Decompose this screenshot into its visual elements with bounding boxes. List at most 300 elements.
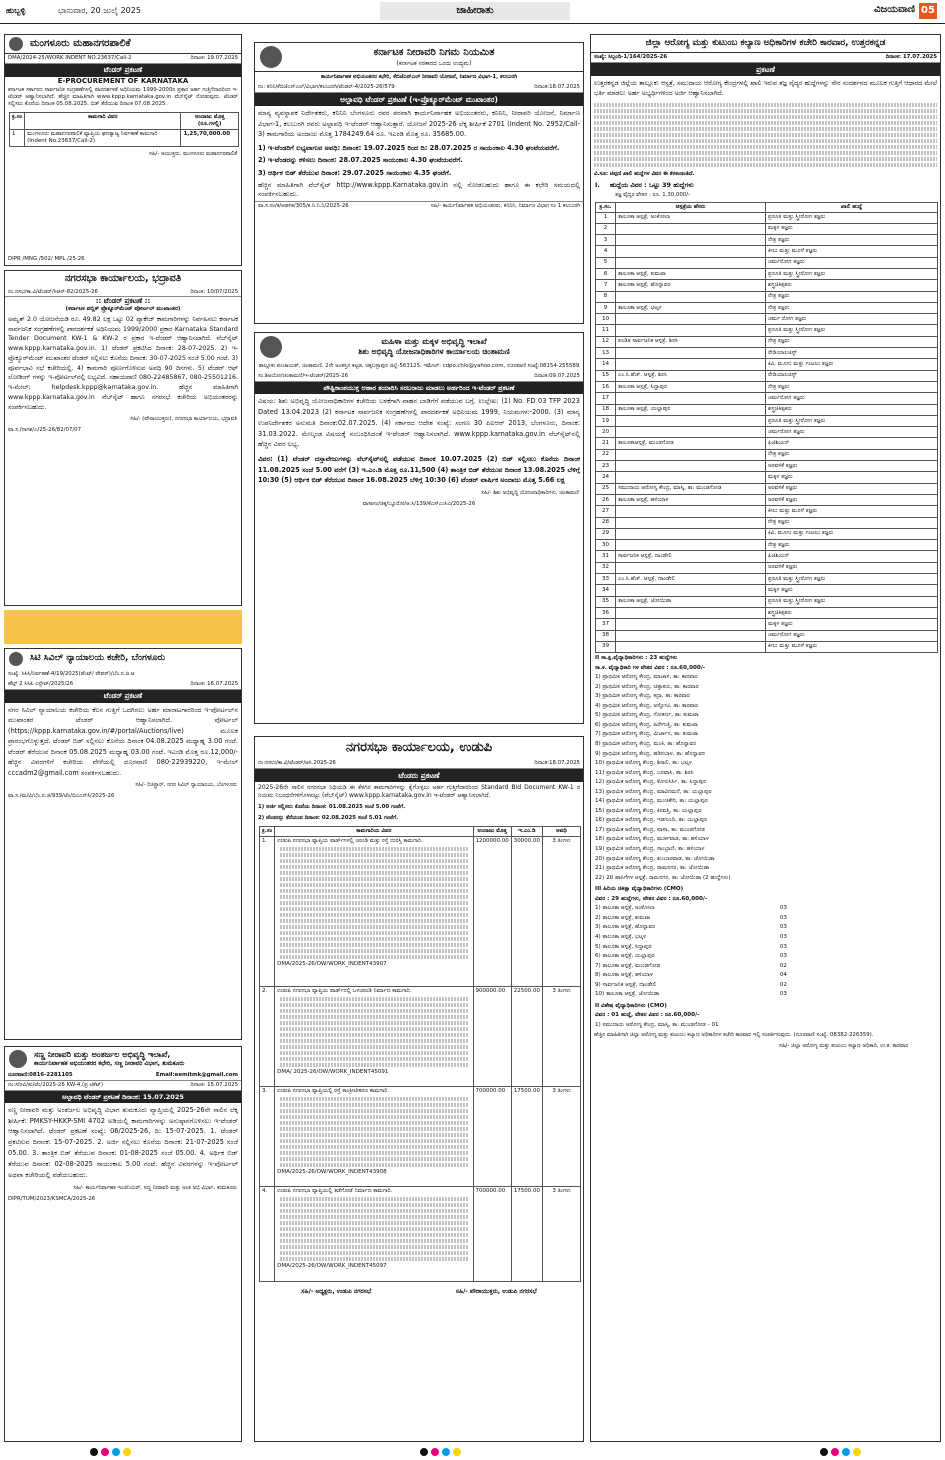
table-row (596, 562, 938, 573)
registration-mark (112, 1448, 120, 1456)
registration-mark (123, 1448, 131, 1456)
table-row (596, 438, 938, 449)
list-item: 19) ಪ್ರಾಥಮಿಕ ಆರೋಗ್ಯ ಕೇಂದ್ರ, ಸಾಂಬ್ರಾಣಿ, ತಾ: ಹಳಿಯಾಳ (595, 846, 705, 853)
row-number: 34 (596, 585, 616, 596)
table-row (596, 427, 938, 438)
row-number: 12 (596, 336, 616, 347)
section-title: ಹುದ್ದೆಯ ವಿವರ : ಒಟ್ಟು 39 ಹುದ್ದೆಗಳು (609, 180, 694, 189)
notice-heading: ಅಲ್ಪಾವಧಿ ಟೆಂಡರ್ ಪ್ರಕಟಣೆ (ಇ-ಪ್ರೊಕ್ಯೂರ್‌ಮೆಂಟ್ ಮುಖಾಂತರ) (255, 93, 583, 106)
hospital-name (616, 562, 766, 573)
post-name: ಚರ್ಮರೋಗ ತಜ್ಞರು (766, 257, 938, 268)
row-number: 16 (596, 381, 616, 392)
salary-line: ತಜ್ಞ ವೈದ್ಯರ ವೇತನ : ರೂ. 1,30,000/- (615, 191, 690, 198)
table-row (596, 461, 938, 472)
list-item: 4) ಪ್ರಾಥಮಿಕ ಆರೋಗ್ಯ ಕೇಂದ್ರ, ಅಸ್ನೋಟಿ, ತಾ: ಕಾರವಾರ (595, 702, 699, 709)
hospital-name: 7) ತಾಲೂಕಾ ಆಸ್ಪತ್ರೆ, ಮುಂಡಗೋಡ (595, 962, 661, 969)
table-row (596, 619, 938, 630)
post-name: ಕೀಲು ಮತ್ತು ಮೂಳೆ ತಜ್ಞರು (766, 246, 938, 257)
ad-udupi (254, 736, 584, 1442)
dipr-code: DIPR /MNG /502/ MPL /25-26 (8, 255, 85, 262)
hospital-name (616, 257, 766, 268)
notice-body: ಉತ್ತರಕನ್ನಡ ಜಿಲ್ಲೆಯ ತಾಲ್ಲೂಕು ಆಸ್ಪತ್ರೆ, ಸಮುದಾಯ ಆರೋಗ್ಯ ಕೇಂದ್ರಗಳಲ್ಲಿ ಖಾಲಿ ಇರುವ ತಜ್ಞ ವೈದ್ಯರ ಹುದ್ದೆಗಳನ್ನು ನೇರ ಸಂದರ್ಶನದ ಮೂಲಕ ಗುತ್ತಿಗೆ ಆಧಾರದ ಮೇಲೆ ಭರ್ತಿ ಮಾಡಲು ಅರ್ಹ ಅಭ್ಯರ್ಥಿಗಳಿಂದ ಅರ್ಜಿ ಆಹ್ವಾನಿಸಲಾಗಿದೆ. (594, 79, 937, 98)
work-code: DMA/2025-26/OW/WORK_INDENT43908 (277, 1168, 387, 1175)
ref-number: ಸಂಖ್ಯೆ: ಸಿಸಿಸಿ/ನಿರ್ವಹಣೆ-4/19/2025(ಡೆಂಟ್/ ಪೇಪರ್)/ಬೆಂ.ನ.ಜಿ.ಆ (8, 671, 135, 677)
col-amount: ಅಂದಾಜು ಮೊತ್ತ (ರೂ.ಗಳಲ್ಲಿ) (181, 113, 239, 130)
table-row (596, 483, 938, 494)
list-item: 8) ಪ್ರಾಥಮಿಕ ಆರೋಗ್ಯ ಕೇಂದ್ರ, ಮಂಕಿ, ತಾ: ಹೊನ್ನಾವರ (595, 741, 697, 748)
post-name: ನೇತ್ರ ತಜ್ಞರು (766, 381, 938, 392)
post-name: ಪ್ರಸೂತಿ ಮತ್ತು ಸ್ತ್ರೀರೋಗ ತಜ್ಞರು (766, 325, 938, 336)
work-code: DMA/ 2025-26/OW/WORK_INDENT45091 (277, 1068, 389, 1075)
section-2-title: II ಸಾ.ಕ್ಷ.ವೈದ್ಯಾಧಿಕಾರಿಗಳು : 23 ಹುದ್ದೆಗಳು (595, 655, 678, 662)
table-row (596, 257, 938, 268)
list-item: 3) ಪ್ರಾಥಮಿಕ ಆರೋಗ್ಯ ಕೇಂದ್ರ, ಕದ್ರಾ, ತಾ: ಕಾರವಾರ (595, 693, 690, 700)
table-row (596, 404, 938, 415)
row-number: 21 (596, 438, 616, 449)
hospital-name: ಸಾರ್ವಜನಿಕ ಆಸ್ಪತ್ರೆ, ದಾಂಡೇಲಿ (616, 551, 766, 562)
hospital-name: 9) ಸಾರ್ವಜನಿಕ ಆಸ್ಪತ್ರೆ, ದಾಂಡೇಲಿ (595, 981, 657, 988)
table-row (596, 630, 938, 641)
date-2: 2) ಇ-ಟೆಂಡರನ್ನು ಕಳಿಸಲು ದಿನಾಂಕ: 28.07.2025 ಸಾಯಂಕಾಲ 4.30 ಘಂಟೆಯವರೆಗೆ. (258, 156, 463, 165)
col-desc: ಕಾಮಗಾರಿ ವಿವರ (25, 113, 181, 130)
registration-mark (101, 1448, 109, 1456)
post-name: ಚರ್ಮರೋಗ ತಜ್ಞರು (766, 427, 938, 438)
notice-body: ನಗರ ಸಿವಿಲ್ ನ್ಯಾಯಾಲಯ ಕಚೇರಿಯ ಕೆಲಸ ಗುತ್ತಿಗೆ ಒದಗಿಸಲು ಅರ್ಹ ಮಾರಾಟಗಾರರಿಂದ ಇ-ಪೋರ್ಟಲ್‌ನ ಮುಖಾಂತರ ಟೆಂಡರ್ ಆಹ್ವಾನಿಸಲಾಗಿದೆ. ಪೋರ್ಟಲ್ (https://kppp.karnataka.gov.in/#/portal/Auctions/live) ಮೂಲಕ ಪ್ರಾರಂಭಗೊಳ್ಳುತ್ತದೆ. ಟೆಂಡರ್ ಬಿಡ್ ಸಲ್ಲಿಸಲು ಕೊನೆಯ ದಿನಾಂಕ 04.08.2025 ಮಧ್ಯಾಹ್ನ 3.00 ಗಂಟೆ. ಟೆಂಡರ್ ತೆರೆಯುವ ದಿನಾಂಕ 05.08.2025 ಮಧ್ಯಾಹ್ನ 03.00 ಗಂಟೆ. ಇಎಂಡಿ ಮೊತ್ತ ರೂ.12,000/- ಹೆಚ್ಚಿನ ವಿವರಗಳಿಗೆ ಕಚೇರಿಯ ವೇಳೆಯಲ್ಲಿ ದೂರವಾಣಿ 080-22939220, ಇ-ಮೇಲ್ cccadm2@gmail.com ಸಂಪರ್ಕಿಸಬಹುದು. (8, 705, 238, 777)
col-period: ಅವಧಿ (543, 827, 581, 837)
emblem-icon (9, 652, 23, 666)
hospital-name: ತಾಲೂಕಾ ಆಸ್ಪತ್ರೆ, ಕುಮಟಾ (616, 269, 766, 280)
section-2-salary: ಸಾ.ಕ. ವೈದ್ಯಾಧಿಕಾರಿ ಗಳ ವೇತನ ವಿವರ : ರೂ.60,000/- (595, 664, 706, 671)
ref-date: ದಿನಾಂಕ: 16.07.2025 (190, 681, 238, 688)
post-name: ಶಸ್ತ್ರಚಿಕಿತ್ಸಕರು (766, 404, 938, 415)
email: Email:eemitmk@gmail.com (155, 1072, 238, 1078)
post-name: ರೇಡಿಯಾಲಜಿಸ್ಟ್ (766, 348, 938, 359)
row-number: 9 (596, 302, 616, 313)
page-number: 05 (919, 3, 937, 19)
list-item: 22) 20 ಹಾಸಿಗೆಗಳ ಆಸ್ಪತ್ರೆ, ರಾಮನಗರ, ತಾ: ಜೋಯಿಡಾ (2 ಹುದ್ದೆಗಳು) (595, 874, 731, 881)
post-name: ಪ್ರಸೂತಿ ಮತ್ತು ಸ್ತ್ರೀರೋಗ ತಜ್ಞರು (766, 574, 938, 585)
date-details: ವಿವರ: (1) ಟೆಂಡರ್ ದಸ್ತಾವೇಜುಗಳನ್ನು ವೆಬ್‌ಸೈಟ್‌ನಲ್ಲಿ ಪಡೆಯುವ ದಿನಾಂಕ 10.07.2025 (2) ಬಿಡ್ ಸಲ್ಲಿಸಲು ಕೊನೆಯ ದಿನಾಂಕ 11.08.2025 ಸಂಜೆ 5.00 ವರೆಗೆ (3) ಇ.ಎಂ.ಡಿ ಮೊತ್ತ ರೂ.11,500 (4) ತಾಂತ್ರಿಕ ಬಿಡ್ ತೆರೆಯುವ ದಿನಾಂಕ 13.08.2025 ಬೆಳಿಗ್ಗೆ 10:30 (5) ಆರ್ಥಿಕ ಬಿಡ್ ತೆರೆಯುವ ದಿನಾಂಕ 16.08.2025 ಬೆಳಿಗ್ಗೆ 10:30 (6) ಟೆಂಡರ್ ವಾರ್ಷಿಕ ಅಂದಾಜು ಮೊತ್ತ 5.66 ಲಕ್ಷ (258, 455, 580, 485)
list-item: 17) ಪ್ರಾಥಮಿಕ ಆರೋಗ್ಯ ಕೇಂದ್ರ, ಪಾಳಾ, ತಾ: ಮುಂಡಗೋಡ (595, 826, 705, 833)
signature: ಸಹಿ/- ಶಿಶು ಅಭಿವೃದ್ಧಿ ಯೋಜನಾಧಿಕಾರಿಗಳು, ಚಿಂತಾಮಣಿ (481, 489, 579, 496)
office-name: ಕಾರ್ಯನಿರ್ವಾಹಕ ಅಭಿಯಂತರರ ಕಛೇರಿ, ಕೆಬಿಜೆಎನ್‌ಎಲ್ ನೀರಾವರಿ ಯೋಜನೆ, ನಿರ್ಮಾಣ ವಿಭಾಗ-1, ಕಲಬುರಗಿ (255, 71, 583, 83)
hospital-name: 8) ತಾಲೂಕಾ ಆಸ್ಪತ್ರೆ, ಹಳಿಯಾಳ (595, 972, 653, 979)
post-name: ಚರ್ಮ ರೋಗ ತಜ್ಞರು (766, 314, 938, 325)
ref-date: ದಿನಾಂಕ:18.07.2025 (534, 760, 580, 767)
table-row (596, 291, 938, 302)
list-item: 7) ಪ್ರಾಥಮಿಕ ಆರೋಗ್ಯ ಕೇಂದ್ರ, ಮಿರ್ಜಾನ, ತಾ: ಕುಮಟಾ (595, 731, 698, 738)
ref-date: ದಿನಾಂಕ: 15.07.2025 (190, 1081, 238, 1088)
section-2-list (591, 673, 940, 883)
registration-mark (442, 1448, 450, 1456)
table-row (596, 370, 938, 381)
dipr-code: ವಾ.ಸ./ಮ/ವಿ/ಬೆಂ.ನ.ಜಿ/939/ಟೆಂ/ಬಿಎಎನ್‌ಸಿ/2025-26 (8, 793, 115, 800)
ref-number: ಸಂ.ಶಿಅಯೋ/ಚಿಂತಾಮಣಿ/ಇ-ಟೆಂಡರ್/2025-26 (258, 373, 349, 380)
table-row (596, 472, 938, 483)
ad-district-health (590, 34, 941, 1442)
table-row (596, 393, 938, 404)
table-row (596, 506, 938, 517)
ad-subtitle: (ಕರ್ನಾಟಕ ಸರಕಾರದ ಒಂದು ಉದ್ಯಮ) (396, 59, 472, 67)
post-count: 03 (779, 933, 787, 940)
section-3-title: III ಹಿರಿಯ ಚಿಕಿತ್ಸಾ ವೈದ್ಯಾಧಿಕಾರಿಗಳು (CMO) (595, 886, 684, 893)
row-number: 29 (596, 528, 616, 539)
row-number: 35 (596, 596, 616, 607)
hospital-name (616, 415, 766, 426)
hospital-name: 3) ತಾಲೂಕಾ ಆಸ್ಪತ್ರೆ, ಹೊನ್ನಾವರ (595, 924, 656, 931)
hospital-name: ತಾಲೂಕಾ ಆಸ್ಪತ್ರೆ, ಭಟ್ಕಳ (616, 302, 766, 313)
table-row (596, 269, 938, 280)
table-row (596, 381, 938, 392)
hospital-name (616, 472, 766, 483)
hospital-name: ತಾಲೂಕಾ ಆಸ್ಪತ್ರೆ, ಯಲ್ಲಾಪುರ (616, 404, 766, 415)
registration-mark (842, 1448, 850, 1456)
notice-body: ಕರ್ನಾಟಕ ಸರ್ಕಾರದ ಸಾರ್ವಜನಿಕ ಸಂಗ್ರಹಣೆಗಳಲ್ಲಿ ಪಾರದರ್ಶಕತೆ ಅಧಿನಿಯಮ 1999-2000ರ ಪ್ರಕಾರ ಅರ್ಹ ಗುತ್ತಿಗೆದಾರರಿಂದ ಇ-ಟೆಂಡರ್ ಆಹ್ವಾನಿಸಲಾಗಿದೆ. ಹೆಚ್ಚಿನ ಮಾಹಿತಿಗಾಗಿ www.kppp.karnataka.gov.in ವೆಬ್‌ಸೈಟ್ ನೋಡುವುದು. ಟೆಂಡರ್ ಸಲ್ಲಿಸಲು ಕೊನೆಯ ದಿನಾಂಕ 05.08.2025. ಬಿಡ್ ತೆರೆಯುವ ದಿನಾಂಕ 07.08.2025. (8, 87, 238, 108)
date-3: 3) ಆರ್ಥಿಕ ಬಿಡ್ ತೆರೆಯುವ ದಿನಾಂಕ: 29.07.2025 ಸಾಯಂಕಾಲ 4.35 ಘಂಟೆಗೆ. (258, 168, 452, 177)
edition-date: ಭಾನುವಾರ, 20 ಜುಲೈ 2025 (58, 6, 141, 15)
post-count: 03 (779, 914, 787, 921)
post-count: 02 (779, 981, 787, 988)
row-number: 15 (596, 370, 616, 381)
notice-heading: ಟೆಂಡರು ಪ್ರಕಟಣೆ (255, 769, 583, 782)
list-item (591, 990, 791, 1000)
post-count: 03 (779, 991, 787, 998)
table-row (596, 449, 938, 460)
date-1: 1) ಇ-ಟೆಂಡರಿಗೆ ಲಭ್ಯವಾಗುವ ಅವಧಿ: ದಿನಾಂಕ: 19.07.2025 ರಿಂದ ದಿ: 28.07.2025 ರ ಸಾಯಂಕಾಲ 4.30 ಘಂಟೆಯವರೆಗೆ. (258, 143, 560, 152)
row-number: 39 (596, 641, 616, 652)
hospital-name: ಪಂಡಿತ ಸಾರ್ವಜನಿಕ ಆಸ್ಪತ್ರೆ, ಶಿರಸಿ (616, 336, 766, 347)
col-hospital: ಆಸ್ಪತ್ರೆಯ ಹೆಸರು (616, 202, 766, 212)
ad-irrigation-corp (254, 42, 584, 324)
section-4-item: 1) ಸಮುದಾಯ ಆರೋಗ್ಯ ಕೇಂದ್ರ, ಮಾಸ್ಕಿ, ತಾ: ಮುಂಡಗೋಡ - 01 (595, 1021, 719, 1028)
list-item (591, 962, 791, 972)
list-item: 5) ಪ್ರಾಥಮಿಕ ಆರೋಗ್ಯ ಕೇಂದ್ರ, ಗೋಕರ್ಣ, ತಾ: ಕುಮಟಾ (595, 712, 699, 719)
list-item: 13) ಪ್ರಾಥಮಿಕ ಆರೋಗ್ಯ ಕೇಂದ್ರ, ಮಾವಿನಮನೆ, ತಾ: ಯಲ್ಲಾಪುರ (595, 788, 712, 795)
table-row (596, 596, 938, 607)
hospital-name: 4) ತಾಲೂಕಾ ಆಸ್ಪತ್ರೆ, ಭಟ್ಕಳ (595, 933, 647, 940)
row-number: 32 (596, 562, 616, 573)
hospital-name: 5) ತಾಲೂಕಾ ಆಸ್ಪತ್ರೆ, ಸಿದ್ದಾಪುರ (595, 943, 652, 950)
post-count: 03 (779, 953, 787, 960)
post-name: ನೇತ್ರ ತಜ್ಞರು (766, 235, 938, 246)
ref-date: ದಿನಾಂಕ:18.07.2025 (534, 84, 580, 91)
hospital-name: ತಾಲೂಕಾಆಸ್ಪತ್ರೆ, ಮುಂಡಗೋಡ (616, 438, 766, 449)
hospital-name (616, 607, 766, 618)
post-name: ಕಿವಿ, ಮೂಗು ಮತ್ತು ಗಂಟಲು ತಜ್ಞರು (766, 359, 938, 370)
list-item (591, 923, 791, 933)
emblem-icon (9, 37, 23, 51)
hospital-name (616, 641, 766, 652)
ad-civil-court (4, 648, 242, 1040)
ad-title: ಸಿಟಿ ಸಿವಿಲ್ ನ್ಯಾಯಾಲಯ ಕಚೇರಿ, ಬೆಂಗಳೂರು (30, 653, 166, 664)
notice-body: 2025-26ನೇ ಸಾಲಿನ ನಗರಸಭಾ ನಿಧಿಯಡಿ ಈ ಕೆಳಗಿನ ಕಾಮಗಾರಿಗಳನ್ನು ಕೈಗೊಳ್ಳಲು ಅರ್ಹ ಗುತ್ತಿಗೆದಾರರಿಂದ Standard Bid Document KW-1 ರ ನಿಯಮ ನಿಬಂಧನೆಗಳಿಗೊಳಪಟ್ಟು (ವೆಬ್‌ಸೈಟ್) www.kppp.karnataka.gov.in ಇ-ಟೆಂಡರ್ ಆಹ್ವಾನಿಸಲಾಗಿದೆ. (258, 784, 580, 800)
registration-mark (853, 1448, 861, 1456)
hospital-name (616, 291, 766, 302)
table-row (596, 235, 938, 246)
table-row (596, 348, 938, 359)
post-count: 02 (779, 962, 787, 969)
brand-name: ವಿಜಯವಾಣಿ (874, 4, 915, 15)
ref-date: ದಿನಾಂಕ:09.07.2025 (534, 373, 580, 380)
post-name: ಅರವಳಿಕೆ ತಜ್ಞರು (766, 494, 938, 505)
section-4-salary: ವಿವರ : 01 ಹುದ್ದೆ, ವೇತನ ವಿವರ : ರೂ.60,000/- (595, 1012, 700, 1019)
table-row: 1. ಉಡುಪಿ ನಗರಸಭಾ ವ್ಯಾಪ್ತಿಯ ವಾರ್ಡ್‌ಗಳಲ್ಲಿ ಚರಂಡಿ ಮತ್ತು ರಸ್ತೆ ದುರಸ್ತಿ ಕಾಮಗಾರಿ. DMA/2025-26/OW/WORK_INDENT43907 1200000.00 30000.00 3 ತಿಂಗಳು (260, 836, 581, 986)
emblem-icon (260, 46, 282, 68)
edition-place: ಹುಬ್ಬಳ್ಳಿ (6, 6, 26, 15)
notice-heading: ಟೆಂಡರ್ ಪ್ರಕಟಣೆ (5, 64, 241, 77)
hospital-name (616, 235, 766, 246)
ad-title: ನಗರಸಭಾ ಕಾರ್ಯಾಲಯ, ಉಡುಪಿ (345, 740, 493, 755)
work-desc: ಉಡುಪಿ ನಗರಸಭಾ ವ್ಯಾಪ್ತಿಯಲ್ಲಿ ತಡೆಗೋಡೆ ನಿರ್ಮಾಣ ಕಾಮಗಾರಿ. (277, 1187, 393, 1194)
dipr-code: DIPR/TUM/2023/KSMCA/2025-26 (8, 1195, 96, 1202)
row-number: 37 (596, 619, 616, 630)
hospital-name (616, 517, 766, 528)
hospital-name: ತಾಲೂಕಾ ಆಸ್ಪತ್ರೆ, ಅಂಕೋಲಾ (616, 212, 766, 223)
work-code: DMA/2025-26/OW/WORK_INDENT43907 (277, 960, 387, 967)
notice-body: ಮಾನ್ಯ ವ್ಯವಸ್ಥಾಪಕ ನಿರ್ದೇಶಕರು, ಕನಿನಿನಿ ಬೆಂಗಳೂರು ರವರ ಪರವಾಗಿ ಕಾರ್ಯನಿರ್ವಾಹಕ ಅಭಿಯಂತರರು, ಕನಿನಿನಿ, ನೀರಾವರಿ ಯೋಜನೆ, ನಿರ್ಮಾಣ ವಿಭಾಗ-1, ಕಲಬುರಗಿ ರವರು ಅಲ್ಪಾವಧಿ ಇ-ಟೆಂಡರ್ ಆಹ್ವಾನಿಸುತ್ತಾರೆ. ಯೋಜನೆ 2025-26 ಲೆಕ್ಕ ಶೀರ್ಷಿಕೆ 2701 (Indent No. 2952/Call-3) ಕಾಮಗಾರಿಯ ಅಂದಾಜು ಮೊತ್ತ 1784249.64 ರೂ. ಇಎಂಡಿ ಮೊತ್ತ ರೂ. 35685.00. (258, 109, 580, 139)
post-name: ಶಸ್ತ್ರಚಿಕಿತ್ಸಕರು (766, 607, 938, 618)
post-name: ಮಕ್ಕಳ ತಜ್ಞರು (766, 585, 938, 596)
hospital-name: ಎಂ.ಸಿ.ಹೆಚ್. ಆಸ್ಪತ್ರೆ, ಶಿರಸಿ (616, 370, 766, 381)
section-3-list (591, 904, 940, 999)
print-color-marks-center (420, 1448, 461, 1456)
registration-mark (420, 1448, 428, 1456)
ad-mangaluru (4, 34, 242, 266)
hospital-name (616, 348, 766, 359)
row-number: 7 (596, 280, 616, 291)
row-number: 18 (596, 404, 616, 415)
hospital-name (616, 359, 766, 370)
section-number: I. (595, 180, 600, 189)
date-2: 2) ಟೆಂಡರನ್ನು ತೆರೆಯುವ ದಿನಾಂಕ: 02.08.2025 ಸಂಜೆ 5.01 ಗಂಟೆಗೆ. (258, 814, 399, 821)
post-name: ಮಕ್ಕಳ ತಜ್ಞರು (766, 619, 938, 630)
table-row (596, 415, 938, 426)
registration-mark (453, 1448, 461, 1456)
notice-heading: ಅಲ್ಪಾವಧಿ ಟೆಂಡರ್ ಪ್ರಕಟಣೆ ದಿನಾಂಕ: 15.07.2025 (5, 1091, 241, 1103)
table-row (596, 325, 938, 336)
emblem-icon (260, 336, 282, 358)
row-number: 26 (596, 494, 616, 505)
hospital-name: ಎಂ.ಸಿ.ಹೆಚ್. ಆಸ್ಪತ್ರೆ, ದಾಂಡೇಲಿ (616, 574, 766, 585)
row-number: 3 (596, 235, 616, 246)
hospital-name (616, 314, 766, 325)
post-name: ನೇತ್ರ ತಜ್ಞರು (766, 449, 938, 460)
col-no: ಕ್ರ.ಸಂ (260, 827, 275, 837)
row-number: 31 (596, 551, 616, 562)
hospital-name (616, 506, 766, 517)
registration-mark (431, 1448, 439, 1456)
list-item (591, 914, 791, 924)
list-item: 16) ಪ್ರಾಥಮಿಕ ಆರೋಗ್ಯ ಕೇಂದ್ರ, ಇಡಗುಂದಿ, ತಾ: ಯಲ್ಲಾಪುರ (595, 817, 708, 824)
list-item: 10) ಪ್ರಾಥಮಿಕ ಆರೋಗ್ಯ ಕೇಂದ್ರ, ಶಿರಾಲಿ, ತಾ: ಭಟ್ಕಳ (595, 760, 692, 767)
row-number: 4 (596, 246, 616, 257)
ref-number: ನಂ.ನಸಭ/ಕಾ.ವಿ/ಟೆಂಡರ್/ಸಿಆರ್-82/2025-26 (8, 288, 98, 295)
table-row: 4. ಉಡುಪಿ ನಗರಸಭಾ ವ್ಯಾಪ್ತಿಯಲ್ಲಿ ತಡೆಗೋಡೆ ನಿರ್ಮಾಣ ಕಾಮಗಾರಿ. DMA/2025-26/OW/WORK_INDENT45097 700000.00 17500.00 3 ತಿಂಗಳು (260, 1186, 581, 1281)
list-item: 20) ಪ್ರಾಥಮಿಕ ಆರೋಗ್ಯ ಕೇಂದ್ರ, ಕುಂಬಾರವಾಡ, ತಾ: ಜೋಯಿಡಾ (595, 855, 715, 862)
dipr-code: ವಾಸಾಸಂ/ಚಿಕ್ಕ/ಬ್ಯೂರೋ/ಆ.ಸಿ/139/ಕೆಎಸ್‌ಎಂಸಿಎ/2025-26 (362, 500, 476, 507)
table-row (596, 528, 938, 539)
ad-title: ಕರ್ನಾಟಕ ನೀರಾವರಿ ನಿಗಮ ನಿಯಮಿತ (373, 47, 495, 58)
list-item: 2) ಪ್ರಾಥಮಿಕ ಆರೋಗ್ಯ ಕೇಂದ್ರ, ಚಿತ್ತಾಕುಲ, ತಾ: ಕಾರವಾರ (595, 683, 699, 690)
table-row (596, 574, 938, 585)
list-item: 11) ಪ್ರಾಥಮಿಕ ಆರೋಗ್ಯ ಕೇಂದ್ರ, ಬನವಾಸಿ, ತಾ: ಶಿರಸಿ (595, 769, 694, 776)
hospital-name: 10) ತಾಲೂಕಾ ಆಸ್ಪತ್ರೆ, ಜೋಯಿಡಾ (595, 991, 660, 998)
contact-note: ಹೆಚ್ಚಿನ ಮಾಹಿತಿಗಾಗಿ ಜಿಲ್ಲಾ ಆರೋಗ್ಯ ಮತ್ತು ಕುಟುಂಬ ಕಲ್ಯಾಣ ಅಧಿಕಾರಿಗಳ ಕಚೇರಿ ಕಾರವಾರ ಇಲ್ಲಿ ಸಂಪರ್ಕಿಸುವುದು. (ದೂರವಾಣಿ ಸಂಖ್ಯೆ: 08382-226359). (594, 1032, 874, 1039)
registration-mark (90, 1448, 98, 1456)
row-number: 36 (596, 607, 616, 618)
hospital-name (616, 619, 766, 630)
hospital-name (616, 528, 766, 539)
section-3-salary: ವಿವರ : 29 ಹುದ್ದೆಗಳು, ವೇತನ ವಿವರ : ರೂ.60,000/- (595, 895, 708, 902)
notice-body: ಸಣ್ಣ ನೀರಾವರಿ ಮತ್ತು ಅಂತರ್ಜಲ ಅಭಿವೃದ್ಧಿ ವಿಭಾಗ ತುಮಕೂರು ವ್ಯಾಪ್ತಿಯಲ್ಲಿ 2025-26ನೇ ಸಾಲಿನ ಲೆಕ್ಕ ಶೀರ್ಷಿಕೆ: PMKSY-HKKP-SMI 4702 ಅಡಿಯಲ್ಲಿ ಕಾಮಗಾರಿಗಳನ್ನು ಅನುಷ್ಠಾನಗೊಳಿಸಲು ಇ-ಟೆಂಡರ್ ಆಹ್ವಾನಿಸಲಾಗಿದೆ. ಟೆಂಡರ್ ಪ್ರಕಟಣೆ ಸಂಖ್ಯೆ: 06/2025-26, ದಿ: 15-07-2025. 1. ಟೆಂಡರ್ ಪ್ರಕಟಿಸುವ ದಿನಾಂಕ: 15-07-2025. 2. ಅರ್ಜಿ ಸಲ್ಲಿಸಲು ಕೊನೆಯ ದಿನಾಂಕ: 21-07-2025 ಸಂಜೆ 05.00. 3. ತಾಂತ್ರಿಕ ಬಿಡ್ ತೆರೆಯುವ ದಿನಾಂಕ: 01-08-2025 ಸಂಜೆ 05.00. 4. ಅರ್ಥಿಕ ಬಿಡ್ ತೆರೆಯುವ ದಿನಾಂಕ: 02-08-2025 ಸಾಯಂಕಾಲ 5.00 ಗಂಟೆ. ಹೆಚ್ಚಿನ ವಿವರಗಳನ್ನು ಇ-ಪೋರ್ಟಲ್ ಅಥವಾ ಕಚೇರಿಯಲ್ಲಿ ಪಡೆಯಬಹುದು. (8, 1105, 238, 1179)
section-4-title: II ವಿಶೇಷ ವೈದ್ಯಾಧಿಕಾರಿಗಳು (CMO) (595, 1002, 667, 1009)
list-item: 9) ಪ್ರಾಥಮಿಕ ಆರೋಗ್ಯ ಕೇಂದ್ರ, ಹಡಿನಬಾಳ, ತಾ: ಹೊನ್ನಾವರ (595, 750, 706, 757)
work-desc: ಉಡುಪಿ ನಗರಸಭಾ ವ್ಯಾಪ್ತಿಯಲ್ಲಿ ರಸ್ತೆ ಕಾಂಕ್ರೀಟೀಕರಣ ಕಾಮಗಾರಿ. (277, 1087, 390, 1094)
ref-number: ನಂ: ಕನಿನಿ/ಕೆಬಿಜೆಎನ್‌ಎಲ್/ವಿಭಾಗ/ಕಲಬುರಗಿ/ಟೆಂಡರ್-4/2025-26/579 (258, 84, 395, 91)
ref-number: ನಂ:ಸನೀವಿ/ತು/ಟೆಂ/2025-26 KW-4,(ಪ್ರ ಟಿಕೆಟ್) (8, 1081, 104, 1088)
notice-body: ವಿಷಯ: ಶಿಶು ಅಭಿವೃದ್ಧಿ ಯೋಜನಾಧಿಕಾರಿಗಳ ಕಚೇರಿಯ ಬಳಕೆಗಾಗಿ ವಾಹನ ಬಾಡಿಗೆಗೆ ಪಡೆಯುವ ಬಗ್ಗೆ. ಉಲ್ಲೇಖ: (1) No. FD 03 TFP 2023 Dated 13.04.2023 (2) ಕರ್ನಾಟಕ ಸಾರ್ವಜನಿಕ ಸಂಗ್ರಹಣೆಗಳಲ್ಲಿ ಪಾರದರ್ಶಕತೆ ಅಧಿನಿಯಮ 1999, ನಿಯಮಗಳು-2000. (3) ಮಾನ್ಯ ಉಪನಿರ್ದೇಶಕರ ಅನುಮತಿ ದಿನಾಂಕ:02.07.2025. (4) ಸರ್ಕಾರದ ಆದೇಶ ಸಂಖ್ಯೆ: ಸಂಗಣ 30 ಪಿಐಆರ್ 2013, ಬೆಂಗಳೂರು, ದಿನಾಂಕ: 31.03.2022. ಮೇಲ್ಕಂಡ ವಿಷಯಕ್ಕೆ ಸಂಬಂಧಿಸಿದಂತೆ ಇ-ಟೆಂಡರ್ ಆಹ್ವಾನಿಸಲಾಗಿದೆ. www.kppp.karnataka.gov.in ವೆಬ್‌ಸೈಟ್‌ನಲ್ಲಿ ಹೆಚ್ಚಿನ ವಿವರ ಲಭ್ಯ. (258, 396, 580, 449)
row-number: 19 (596, 415, 616, 426)
works-table (259, 826, 581, 1282)
notice-note: ವಿ.ಸೂ: ಟಿಪ್ಪಣಿ ಖಾಲಿ ಹುದ್ದೆಗಳ ವಿವರ ಈ ಕೆಳಕಂಡಂತಿದೆ. (594, 170, 695, 177)
col-no: ಕ್ರ.ಸಂ (10, 113, 25, 130)
ad-title: ಸಣ್ಣ ನೀರಾವರಿ ಮತ್ತು ಅಂತರ್ಜಲ ಅಭಿವೃದ್ಧಿ ಇಲಾಖೆ, (34, 1050, 171, 1059)
ref-date: ದಿನಾಂಕ: 17.07.2025 (885, 53, 937, 60)
hospital-name (616, 540, 766, 551)
signature-president: ಸಹಿ/- ಅಧ್ಯಕ್ಷರು, ಉಡುಪಿ ನಗರಸಭೆ (301, 1287, 372, 1295)
post-name: ನೇತ್ರ ತಜ್ಞರು (766, 517, 938, 528)
work-table (9, 112, 239, 147)
row-number: 11 (596, 325, 616, 336)
signature: ಸಹಿ/- ಕಾರ್ಯನಿರ್ವಾಹಕ ಅಭಿಯಂತರರು, ಕನಿನಿನಿ, ನಿರ್ಮಾಣ ವಿಭಾಗ ನಂ 1 ಕಲಬುರಗಿ (430, 202, 580, 209)
print-color-marks-left (90, 1448, 131, 1456)
table-row (596, 314, 938, 325)
row-number: 25 (596, 483, 616, 494)
row-number: 33 (596, 574, 616, 585)
post-name: ನೇತ್ರ ತಜ್ಞರು (766, 540, 938, 551)
post-name: ಅರವಳಿಕೆ ತಜ್ಞರು (766, 483, 938, 494)
table-row (596, 641, 938, 652)
signature: ಸಹಿ/- ಜಿಲ್ಲಾ ಆರೋಗ್ಯ ಮತ್ತು ಕುಟುಂಬ ಕಲ್ಯಾಣ ಅಧಿಕಾರಿ, ಉ.ಕ. ಕಾರವಾರ (778, 1043, 909, 1050)
row-number: 22 (596, 449, 616, 460)
post-name: ಪ್ರಸೂತಿ ಮತ್ತು ಸ್ತ್ರೀರೋಗ ತಜ್ಞರು (766, 415, 938, 426)
section-label: ಜಾಹೀರಾತು (380, 2, 570, 20)
dipr-code: ವಾ.ಸ.ನಂ/ಕ/ಆಡಳಿತ/305/ಕ.ನಿ.ನಿ.ನಿ/2025-26 (258, 202, 349, 209)
post-name: ಕಿವಿ, ಮೂಗು ಮತ್ತು ಗಂಟಲು ತಜ್ಞರು (766, 528, 938, 539)
row-number: 27 (596, 506, 616, 517)
list-item: 21) ಪ್ರಾಥಮಿಕ ಆರೋಗ್ಯ ಕೇಂದ್ರ, ರಾಮನಗರ, ತಾ: ಜೋಯಿಡಾ (595, 865, 710, 872)
hospital-name: ಸಮುದಾಯ ಆರೋಗ್ಯ ಕೇಂದ್ರ, ಮಾಸ್ಕಿ, ತಾ: ಮುಂಡಗೋಡ (616, 483, 766, 494)
post-name: ಶಸ್ತ್ರಚಿಕಿತ್ಸಕರು (766, 280, 938, 291)
row-number: 30 (596, 540, 616, 551)
post-name: ಕೀಲು ಮತ್ತು ಮೂಳೆ ತಜ್ಞರು (766, 506, 938, 517)
post-count: 04 (779, 972, 787, 979)
table-row (596, 280, 938, 291)
list-item: 18) ಪ್ರಾಥಮಿಕ ಆರೋಗ್ಯ ಕೇಂದ್ರ, ಮುರ್ಕವಾಡ, ತಾ: ಹಳಿಯಾಳ (595, 836, 709, 843)
table-row (596, 223, 938, 234)
row-number: 28 (596, 517, 616, 528)
list-item: 15) ಪ್ರಾಥಮಿಕ ಆರೋಗ್ಯ ಕೇಂದ್ರ, ಕಿರವತ್ತಿ, ತಾ: ಯಲ್ಲಾಪುರ (595, 807, 702, 814)
hospital-name (616, 585, 766, 596)
hospital-name: 6) ತಾಲೂಕಾ ಆಸ್ಪತ್ರೆ, ಯಲ್ಲಾಪುರ (595, 953, 655, 960)
post-name: ನೇತ್ರ ತಜ್ಞರು (766, 336, 938, 347)
table-row (596, 246, 938, 257)
notice-subheading: (ಕರ್ನಾಟಕ ಪಬ್ಲಿಕ್ ಪ್ರೊಕ್ಯೂರ್‌ಮೆಂಟ್ ಪೋರ್ಟಲ್ ಮುಖಾಂತರ) (65, 306, 181, 312)
list-item (591, 981, 791, 991)
office-address: ತಾಲ್ಲೂಕು ಪಂಚಾಯತ್, ಚಿಂತಾಮಣಿ. 2ನೇ ಅಂತಸ್ತಿನ ಕಟ್ಟಡ, ಚಿಕ್ಕಬಳ್ಳಾಪುರ ಜಿಲ್ಲೆ-563125. ಇಮೇಲ್: cdpo.chio@yahoo.com, ದೂರವಾಣಿ ಸಂಖ್ಯೆ:08154-255589 (258, 363, 580, 369)
row-number: 10 (596, 314, 616, 325)
col-emd: ಇ.ಎಂ.ಡಿ (511, 827, 542, 837)
post-name: ಪ್ರಸೂತಿ ಮತ್ತು ಸ್ತ್ರೀರೋಗ ತಜ್ಞರು (766, 596, 938, 607)
ref-date: ದಿನಾಂಕ: 10/07/2025 (190, 288, 238, 295)
post-name: ನೇತ್ರ ತಜ್ಞರು (766, 291, 938, 302)
notice-heading: :: ಟೆಂಡರ್ ಪ್ರಕಟಣೆ :: (95, 297, 151, 306)
post-name: ರೇಡಿಯಾಲಜಿಸ್ಟ್ (766, 370, 938, 381)
hospital-name (616, 223, 766, 234)
hospital-name (616, 427, 766, 438)
post-name: ಅರವಳಿಕೆ ತಜ್ಞರು (766, 562, 938, 573)
row-number: 17 (596, 393, 616, 404)
dipr-code: ವಾ.ಸ./ನಾಗಶ/ಎ/25-26/82/07/07 (8, 427, 82, 434)
signature: ಸಹಿ/- ಆಯುಕ್ತರು, ಮಂಗಳೂರು ಮಹಾನಗರಪಾಲಿಕೆ (148, 150, 237, 157)
table-row (596, 585, 938, 596)
col-no: ಕ್ರ.ಸಂ. (596, 202, 616, 212)
post-name: ಕೀಲು ಮತ್ತು ಮೂಳೆ ತಜ್ಞರು (766, 641, 938, 652)
website-note: ಹೆಚ್ಚಿನ ಮಾಹಿತಿಗಾಗಿ ವೆಬ್‌ಸೈಟ್ http://www.kppp.Karnataka.gov.in ನಲ್ಲಿ ನೋಡಬಹುದು ಹಾಗೂ ಈ ಕಛೇರಿ ಸಮಯದಲ್ಲಿ ಸಂಪರ್ಕಿಸಬಹುದು. (258, 181, 580, 199)
signature: ಸಹಿ/- ರಿಜಿಸ್ಟ್ರಾರ್, ನಗರ ಸಿವಿಲ್ ನ್ಯಾಯಾಲಯ, ಬೆಂಗಳೂರು (135, 782, 237, 789)
post-name: ಚರ್ಮರೋಗ ತಜ್ಞರು (766, 630, 938, 641)
row-number: 13 (596, 348, 616, 359)
print-color-marks-right (820, 1448, 861, 1456)
list-item (591, 933, 791, 943)
work-desc: ಉಡುಪಿ ನಗರಸಭಾ ವ್ಯಾಪ್ತಿಯ ವಾರ್ಡ್‌ಗಳಲ್ಲಿ ಚರಂಡಿ ಮತ್ತು ರಸ್ತೆ ದುರಸ್ತಿ ಕಾಮಗಾರಿ. (277, 837, 423, 844)
hospital-name (616, 449, 766, 460)
hospital-name: ತಾಲೂಕಾ ಆಸ್ಪತ್ರೆ, ಜೋಯಿಡಾ (616, 596, 766, 607)
table-row: 3. ಉಡುಪಿ ನಗರಸಭಾ ವ್ಯಾಪ್ತಿಯಲ್ಲಿ ರಸ್ತೆ ಕಾಂಕ್ರೀಟೀಕರಣ ಕಾಮಗಾರಿ. DMA/2025-26/OW/WORK_INDENT43908 700000.00 17500.00 3 ತಿಂಗಳು (260, 1086, 581, 1186)
row-number: 38 (596, 630, 616, 641)
registration-mark (831, 1448, 839, 1456)
ad-title: ಮಂಗಳೂರು ಮಹಾನಗರಪಾಲಿಕೆ (30, 37, 131, 49)
list-item (591, 952, 791, 962)
notice-body: ಅಮೃತ್ 2.0 ಯೋಜನೆಯಡಿ ರೂ. 49.82 ಲಕ್ಷ ಒಟ್ಟು 02 ಪ್ಯಾಕೇಜ್ ಕಾಮಗಾರಿಗಳನ್ನು ನಿರ್ವಹಿಸಲು ಕರ್ನಾಟಕ ಸಾರ್ವಜನಿಕ ಸಂಗ್ರಹಣೆಗಳಲ್ಲಿ ಪಾರದರ್ಶಕತೆ ಅಧಿನಿಯಮ 1999/2000 ಪ್ರಕಾರ Karnataka Standard Tender Document KW-1 & KW-2 ರ ಪ್ರಕಾರ ಇ-ಟೆಂಡರ್ ಆಹ್ವಾನಿಸಲಾಗಿದೆ. ವೆಬ್‌ಸೈಟ್ www.kppp.karnataka.gov.in. 1) ಟೆಂಡರ್ ಪ್ರಕಟಿಸಿದ ದಿನಾಂಕ: 28-07-2025. 2) ಇ-ಪ್ರೊಕ್ಯೂರ್‌ಮೆಂಟ್ ಮುಖಾಂತರ ಟೆಂಡರ್ ಸಲ್ಲಿಸಲು ಕೊನೆಯ ದಿನಾಂಕ: 30-07-2025 ಸಂಜೆ 5.00 ಗಂಟೆ. 3) ಪೂರ್ವಭಾವಿ ಸಭೆ ಕಚೇರಿಯಲ್ಲಿ. 4) ಕಾಮಗಾರಿ ಪೂರ್ಣಗೊಳಿಸುವ ಅವಧಿ 90 ದಿನಗಳು. 5) ಟೆಂಡರ್ ಆಫ್ ಲೋಡಿಂಗ್ ಗಳನ್ನು ಇ-ಪೋರ್ಟಲ್‌ನಲ್ಲಿ ಲಭ್ಯವಿದೆ. ಸಹಾಯವಾಣಿ 080-22485867, 080-25501216. ಇ-ಮೇಲ್: helpdesk.kppp@karnataka.gov.in. ಹೆಚ್ಚಿನ ಮಾಹಿತಿಗಾಗಿ www.kppp.karnataka.gov.in ವೆಬ್‌ಸೈಟ್ ಹಾಗೂ ನಗರಸಭೆ ಕಚೇರಿಯ ಅಭಿಯಂತರರನ್ನು ಸಂಪರ್ಕಿಸಬಹುದು. (8, 315, 238, 411)
table-row (596, 551, 938, 562)
signature: ಸಹಿ/- (ಪೌರಾಯುಕ್ತರು), ನಗರಸಭಾ ಕಾರ್ಯಾಲಯ, ಭದ್ರಾವತಿ (130, 416, 237, 423)
page-header (0, 0, 945, 24)
signature: ಸಹಿ/- ಕಾರ್ಯನಿರ್ವಾಹಕ ಇಂಜಿನಿಯರ್, ಸಣ್ಣ ನೀರಾವರಿ ಮತ್ತು ಅಂತ ಅಭಿ ವಿಭಾಗ, ತುಮಕೂರು (73, 1184, 237, 1191)
ad-title: ನಗರಸಭಾ ಕಾರ್ಯಾಲಯ, ಭದ್ರಾವತಿ (64, 273, 182, 284)
post-name: ಫಿಜಿಶಿಯನ್ (766, 438, 938, 449)
table-row (596, 212, 938, 223)
table-row (596, 540, 938, 551)
post-name: ನೇತ್ರ ತಜ್ಞರು (766, 302, 938, 313)
emblem-icon (9, 1050, 27, 1068)
work-code: DMA/2025-26/OW/WORK_INDENT45097 (277, 1262, 387, 1269)
list-item (591, 943, 791, 953)
hospital-name (616, 393, 766, 404)
row-number: 1 (596, 212, 616, 223)
registration-mark (820, 1448, 828, 1456)
row-number: 14 (596, 359, 616, 370)
date-1: 1) ಅರ್ಜಿ ಸಲ್ಲಿಸಲು ಕೊನೆಯ ದಿನಾಂಕ: 01.08.2025 ಸಂಜೆ 5.00 ಗಂಟೆಗೆ. (258, 803, 406, 810)
col-desc: ಕಾಮಗಾರಿಯ ವಿವರ (275, 827, 473, 837)
post-count: 03 (779, 905, 787, 912)
hospital-name (616, 461, 766, 472)
phone: ದೂರವಾಣಿ:0816-2281105 (8, 1072, 73, 1078)
hospital-name (616, 325, 766, 336)
table-row (596, 607, 938, 618)
col-post: ಖಾಲಿ ಹುದ್ದೆ (766, 202, 938, 212)
post-name: ಅರವಳಿಕೆ ತಜ್ಞರು (766, 461, 938, 472)
